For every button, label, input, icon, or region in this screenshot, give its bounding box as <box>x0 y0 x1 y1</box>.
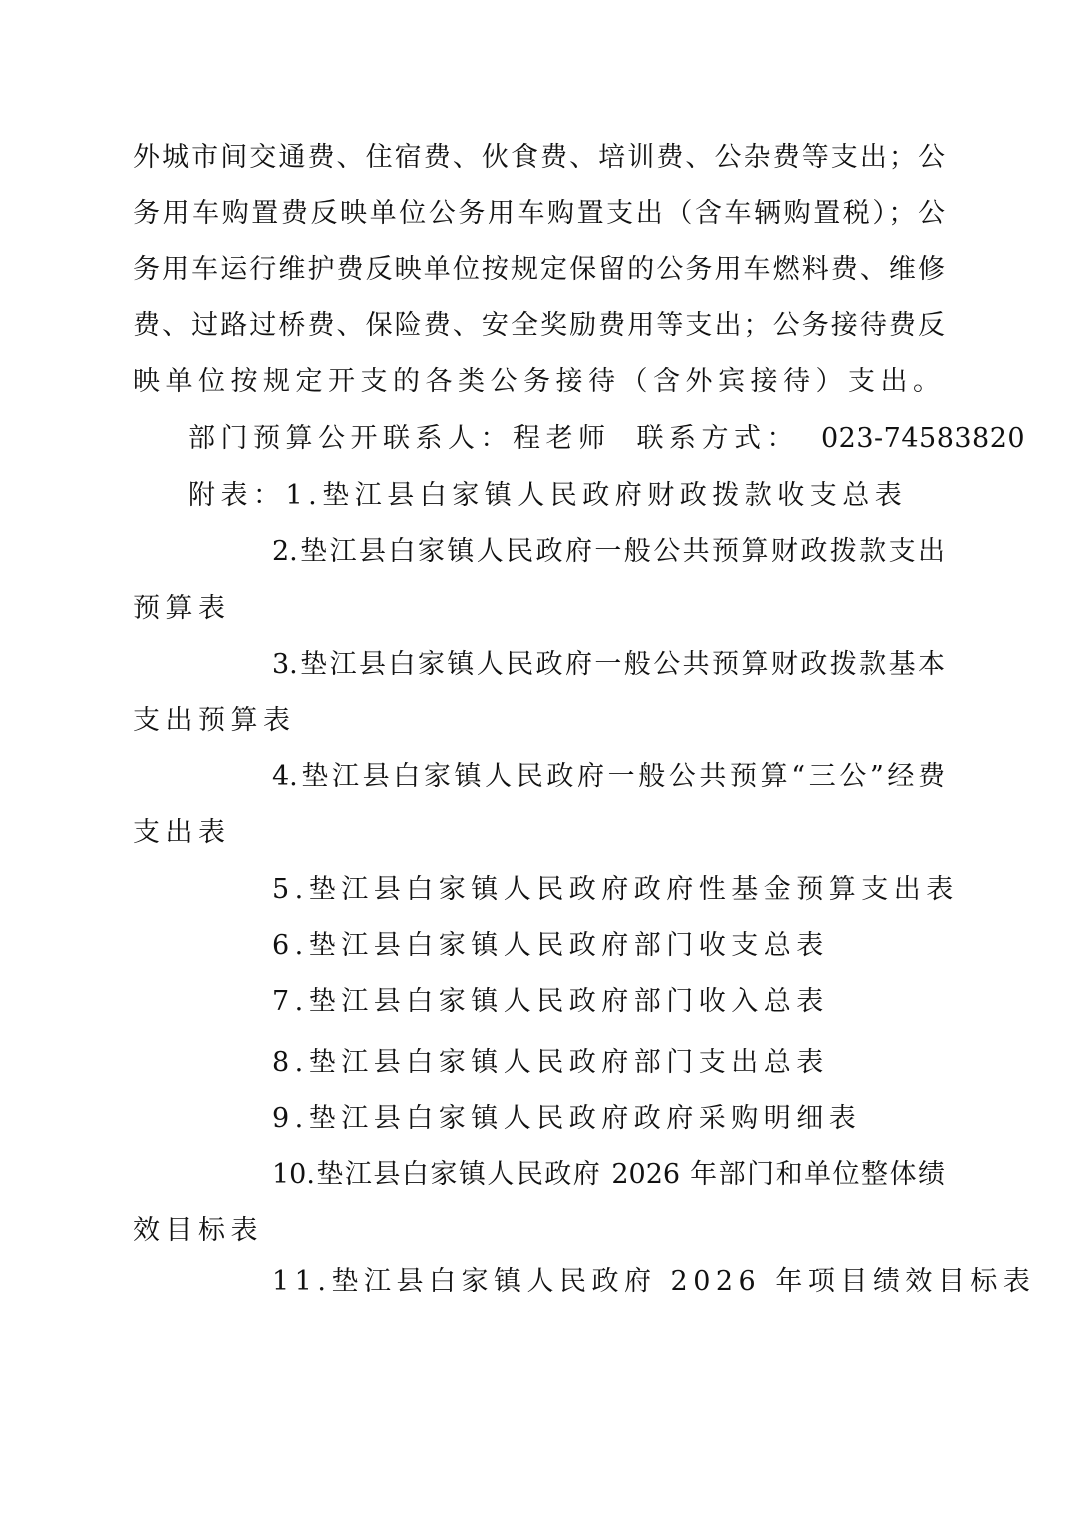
attachment-title: 7.垫江县白家镇人民政府部门收入总表 <box>272 986 829 1017</box>
attachment-item <box>188 479 945 513</box>
attachment-title: 5.垫江县白家镇人民政府政府性基金预算支出表 <box>272 874 959 905</box>
attachment-title-cont: 支出表 <box>133 817 231 848</box>
attachment-title: 2.垫江县白家镇人民政府一般公共预算财政拨款支出 <box>272 536 945 567</box>
paragraph-line: 映单位按规定开支的各类公务接待（含外宾接待）支出。 <box>133 366 946 397</box>
attachment-title: 8.垫江县白家镇人民政府部门支出总表 <box>272 1047 829 1078</box>
attachment-title-cont: 支出预算表 <box>133 705 296 736</box>
paragraph-line: 外城市间交通费、住宿费、伙食费、培训费、公杂费等支出；公 <box>133 142 945 173</box>
attachment-title: 11.垫江县白家镇人民政府 2026 年项目绩效目标表 <box>272 1266 1036 1297</box>
attachment-title: 10.垫江县白家镇人民政府 2026 年部门和单位整体绩 <box>272 1159 945 1190</box>
paragraph-line: 务用车购置费反映单位公务用车购置支出（含车辆购置税）；公 <box>133 198 945 229</box>
attachment-title: 3.垫江县白家镇人民政府一般公共预算财政拨款基本 <box>272 649 945 680</box>
attachment-title-cont: 效目标表 <box>133 1215 263 1246</box>
attachment-title: 1.垫江县白家镇人民政府财政拨款收支总表 <box>285 480 908 511</box>
attachment-title: 4.垫江县白家镇人民政府一般公共预算“三公”经费 <box>272 761 945 792</box>
attachment-title-cont: 预算表 <box>133 593 231 624</box>
contact-phone: 023-74583820 <box>821 423 1026 454</box>
contact-person-label: 部门预算公开联系人： <box>188 423 513 454</box>
paragraph-line: 务用车运行维护费反映单位按规定保留的公务用车燃料费、维修 <box>133 254 945 285</box>
attachment-title: 6.垫江县白家镇人民政府部门收支总表 <box>272 930 829 961</box>
attachments-label: 附表： <box>188 480 286 511</box>
contact-person-name: 程老师 <box>513 423 611 454</box>
contact-line <box>188 422 1026 456</box>
contact-method-label: 联系方式： <box>636 423 799 454</box>
paragraph-line: 费、过路过桥费、保险费、安全奖励费用等支出；公务接待费反 <box>133 310 945 341</box>
attachment-title: 9.垫江县白家镇人民政府政府采购明细表 <box>272 1103 862 1134</box>
